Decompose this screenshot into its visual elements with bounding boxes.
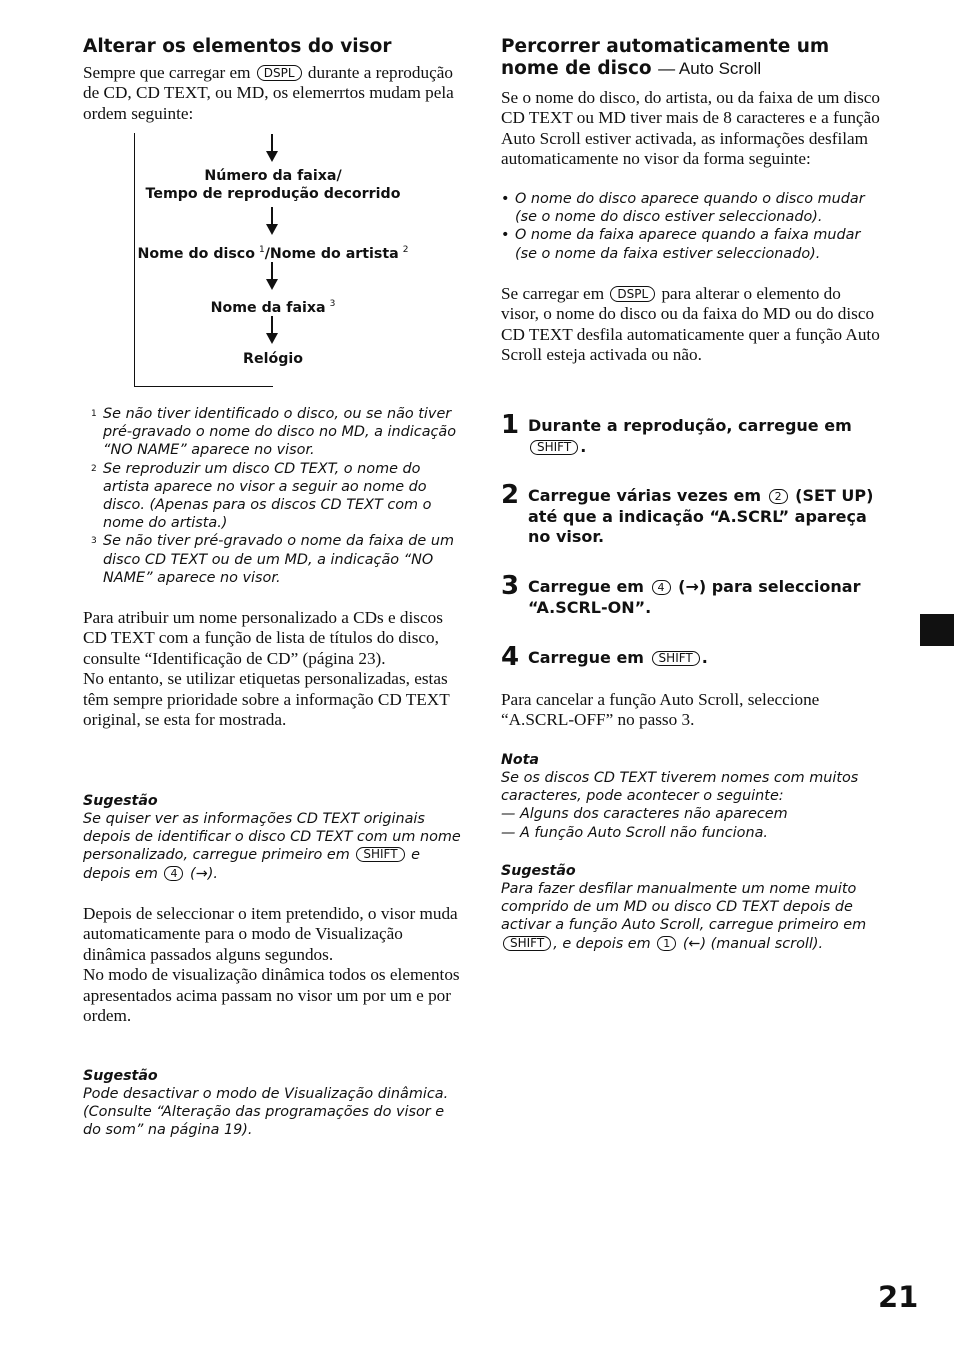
- arrow-down-icon: [266, 316, 278, 344]
- button-2-icon: 2: [769, 489, 788, 504]
- arrow-down-icon: [266, 262, 278, 290]
- tip-text: Pode desactivar o modo de Visualização dinâmica. (Consulte “Alteração das programações do visor e do som” na página 19).: [83, 1086, 449, 1139]
- cancel-paragraph: Para cancelar a função Auto Scroll, seleccione “A.SCRL-OFF” no passo 3.: [501, 690, 820, 730]
- shift-key-icon: SHIFT: [356, 847, 404, 862]
- list-item: • O nome do disco aparece quando o disco mudar (se o nome do disco estiver seleccionado).: [501, 191, 865, 226]
- section-heading-auto-scroll: Percorrer automaticamente um nome de disco — Auto Scroll: [501, 36, 830, 79]
- bullet-list: [501, 190, 881, 263]
- custom-name-paragraph: Para atribuir um nome personalizado a CDs e discos CD TEXT com a função de lista de títulos do disco, consulte “Identificação de CD” (página 23).: [83, 608, 443, 668]
- note-text: Se os discos CD TEXT tiverem nomes com muitos caracteres, pode acontecer o seguinte:: [501, 770, 859, 805]
- step-4: 4 Carregue em SHIFT .: [501, 642, 708, 672]
- tip-box: [501, 862, 881, 953]
- button-4-icon: 4: [164, 866, 183, 881]
- note-box: [501, 751, 881, 842]
- tip-text: Para fazer desfilar manualmente um nome muito comprido de um MD ou disco CD TEXT depois de activar a função Auto Scroll, carregue primeiro em SHIFT , e depois em 1 (←) (manual scroll).: [501, 881, 867, 952]
- footnote: 3 Se não tiver pré-gravado o nome da faixa de um disco CD TEXT ou de um MD, a indicação “NO NAME” aparece no visor.: [91, 533, 454, 586]
- diagram-item-track: Número da faixa/ Tempo de reprodução decorrido: [145, 168, 401, 202]
- dynamic-mode-paragraph: Depois de seleccionar o item pretendido, o visor muda automaticamente para o modo de Visualização dinâmica passados alguns segundos.: [83, 904, 458, 964]
- tip-label: Sugestão: [501, 863, 576, 879]
- footnote: 2 Se reproduzir um disco CD TEXT, o nome do artista aparece no visor a seguir ao nome do disco. (Apenas para os discos CD TEXT com o nome do artista.): [91, 460, 432, 532]
- auto-scroll-intro: Se o nome do disco, do artista, ou da faixa de um disco CD TEXT ou MD tiver mais de 8 caracteres e a função Auto Scroll estiver activada, as informações desfilam automaticamente no visor da forma seguinte:: [501, 88, 880, 169]
- dspl-key-icon: DSPL: [257, 65, 302, 81]
- note-line: — A função Auto Scroll não funciona.: [501, 824, 768, 841]
- tip-text: Se quiser ver as informações CD TEXT originais depois de identificar o disco CD TEXT com um nome personalizado, carregue primeiro em SHIFT e depois em 4 (→).: [83, 811, 461, 882]
- diagram-item-clock: Relógio: [243, 351, 303, 367]
- tip-label: Sugestão: [83, 793, 158, 809]
- arrow-down-icon: [266, 207, 278, 235]
- shift-key-icon: SHIFT: [503, 936, 551, 951]
- intro-paragraph: Sempre que carregar em DSPL durante a reprodução de CD, CD TEXT, ou MD, os elemerrtos mudam pela ordem seguinte:: [83, 63, 454, 123]
- tip-label: Sugestão: [83, 1068, 158, 1084]
- diagram-item-track-name: Nome da faixa $^3$: [210, 299, 336, 316]
- diagram-item-disc-artist: Nome do disco $^1$/Nome do artista $^2$: [137, 245, 409, 262]
- button-1-icon: 1: [657, 936, 676, 951]
- priority-paragraph: No entanto, se utilizar etiquetas personalizadas, estas têm sempre prioridade sobre a informação CD TEXT original, se esta for mostrada.: [83, 669, 450, 730]
- page-number: 21: [878, 1280, 919, 1314]
- tip-box: [83, 792, 465, 883]
- section-heading-display: Alterar os elementos do visor: [83, 36, 392, 57]
- shift-key-icon: SHIFT: [530, 440, 578, 455]
- note-label: Nota: [501, 752, 539, 768]
- arrow-down-icon: [266, 134, 278, 162]
- dynamic-mode-paragraph-2: No modo de visualização dinâmica todos os elementos apresentados acima passam no visor um por um e por ordem.: [83, 965, 460, 1026]
- footnote: 1 Se não tiver identificado o disco, ou se não tiver pré-gravado o nome do disco no MD, a indicação “NO NAME” aparece no visor.: [91, 406, 457, 459]
- step-2: 2 Carregue várias vezes em 2 (SET UP) até que a indicação “A.SCRL” apareça no visor.: [501, 480, 874, 547]
- step-3: 3 Carregue em 4 (→) para seleccionar “A.SCRL-ON”.: [501, 571, 861, 617]
- section-tab-marker: [920, 614, 954, 646]
- button-4-icon: 4: [652, 580, 671, 595]
- tip-box: [83, 1067, 465, 1140]
- dspl-paragraph: Se carregar em DSPL para alterar o elemento do visor, o nome do disco ou da faixa do MD ou do disco CD TEXT desfila automaticamente quer a função Auto Scroll esteja activada ou não.: [501, 284, 880, 365]
- dspl-key-icon: DSPL: [610, 286, 655, 302]
- note-line: — Alguns dos caracteres não aparecem: [501, 806, 788, 823]
- list-item: • O nome da faixa aparece quando a faixa mudar (se o nome da faixa estiver seleccionado).: [501, 227, 861, 262]
- shift-key-icon: SHIFT: [652, 651, 700, 666]
- step-1: 1 Durante a reprodução, carregue em SHIFT .: [501, 410, 852, 456]
- footnotes: [83, 405, 465, 587]
